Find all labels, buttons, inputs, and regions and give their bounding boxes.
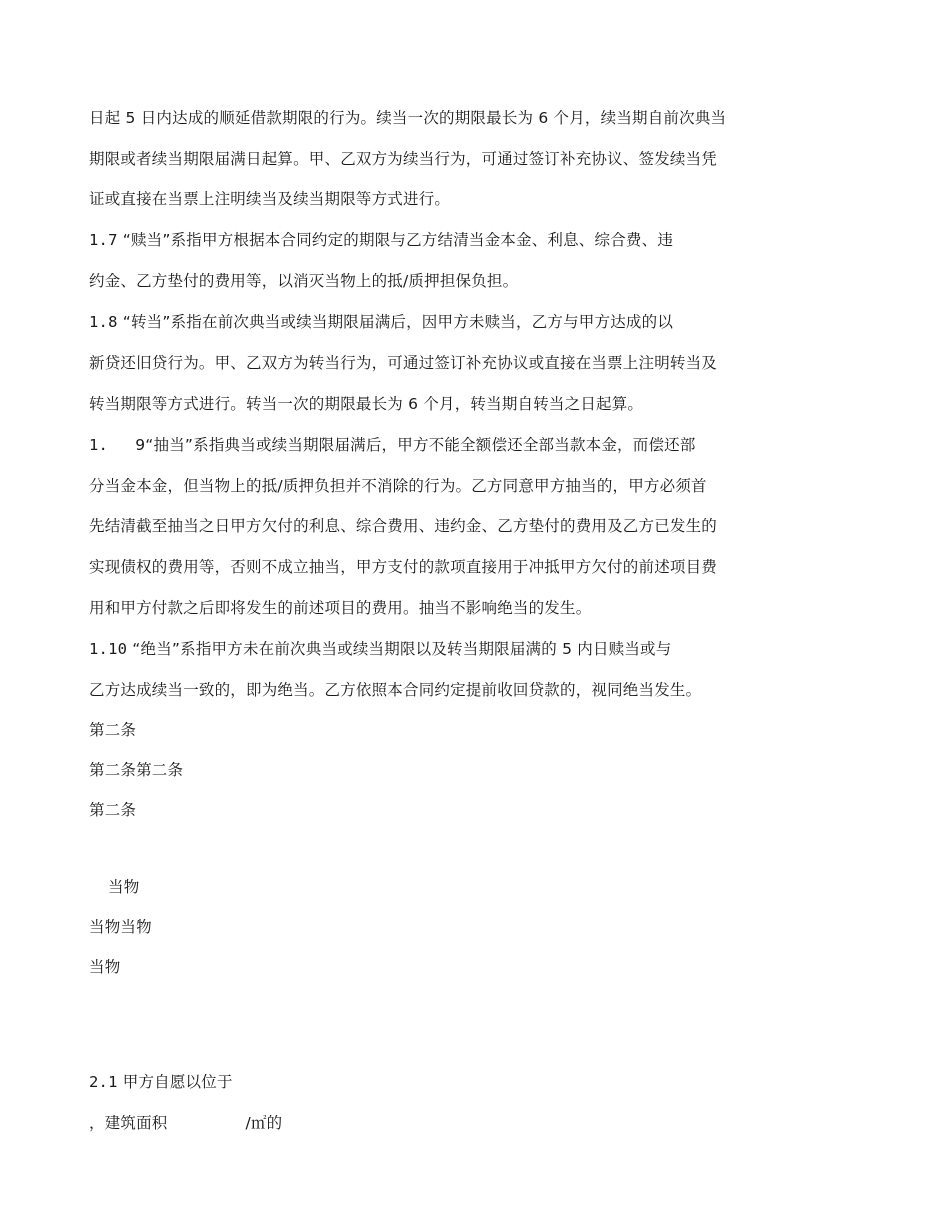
clause-number: 2.1: [89, 1073, 118, 1091]
clause-number: 1.: [89, 436, 109, 454]
paragraph-line: 用和甲方付款之后即将发生的前述项目的费用。抽当不影响绝当的发生。: [89, 599, 592, 617]
clause-1-7: [89, 230, 673, 250]
paragraph-line: 乙方达成续当一致的，即为绝当。乙方依照本合同约定提前收回贷款的，视同绝当发生。: [89, 681, 702, 699]
clause-text: 甲方自愿以位于: [122, 1073, 233, 1091]
article-heading: 第二条: [89, 721, 137, 739]
paragraph-line: 证或直接在当票上注明续当及续当期限等方式进行。: [89, 190, 451, 208]
clause-number: 1.8: [89, 313, 118, 331]
clause-number: 1.7: [89, 231, 118, 249]
article-heading: 第二条: [89, 801, 137, 819]
paragraph-line: 新贷还旧贷行为。甲、乙双方为转当行为，可通过签订补充协议或直接在当票上注明转当及: [89, 354, 718, 372]
paragraph-line: 先结清截至抽当之日甲方欠付的利息、综合费用、违约金、乙方垫付的费用及乙方已发生的: [89, 517, 718, 535]
clause-number: 1.10: [89, 640, 128, 658]
paragraph-line: 约金、乙方垫付的费用等，以消灭当物上的抵/质押担保负担。: [89, 272, 519, 290]
article-heading: 第二条第二条: [89, 761, 184, 779]
item-heading: 当物: [108, 878, 140, 896]
clause-text: “绝当”系指甲方未在前次典当或续当期限以及转当期限届满的 5 内日赎当或与: [132, 640, 672, 658]
clause-1-9: [89, 435, 696, 455]
clause-text: /㎡的: [245, 1114, 283, 1132]
clause-text: 9“抽当”系指典当或续当期限届满后，甲方不能全额偿还全部当款本金，而偿还部: [135, 436, 696, 454]
paragraph-line: [89, 1113, 282, 1133]
clause-2-1: [89, 1072, 233, 1092]
item-heading: 当物: [89, 958, 121, 976]
clause-1-8: [89, 312, 673, 332]
paragraph-line: 日起 5 日内达成的顺延借款期限的行为。续当一次的期限最长为 6 个月，续当期自前次典当: [89, 109, 727, 127]
paragraph-line: 分当金本金，但当物上的抵/质押负担并不消除的行为。乙方同意甲方抽当的，甲方必须首: [89, 477, 707, 495]
paragraph-line: 转当期限等方式进行。转当一次的期限最长为 6 个月，转当期自转当之日起算。: [89, 395, 644, 413]
clause-text: ，建筑面积: [89, 1114, 168, 1132]
clause-1-10: [89, 639, 671, 659]
clause-text: “赎当”系指甲方根据本合同约定的期限与乙方结清当金本金、利息、综合费、违: [122, 231, 674, 249]
clause-text: “转当”系指在前次典当或续当期限届满后，因甲方未赎当，乙方与甲方达成的以: [122, 313, 674, 331]
item-heading: 当物当物: [89, 918, 152, 936]
paragraph-line: 期限或者续当期限届满日起算。甲、乙双方为续当行为，可通过签订补充协议、签发续当凭: [89, 150, 718, 168]
paragraph-line: 实现债权的费用等，否则不成立抽当，甲方支付的款项直接用于冲抵甲方欠付的前述项目费: [89, 558, 718, 576]
